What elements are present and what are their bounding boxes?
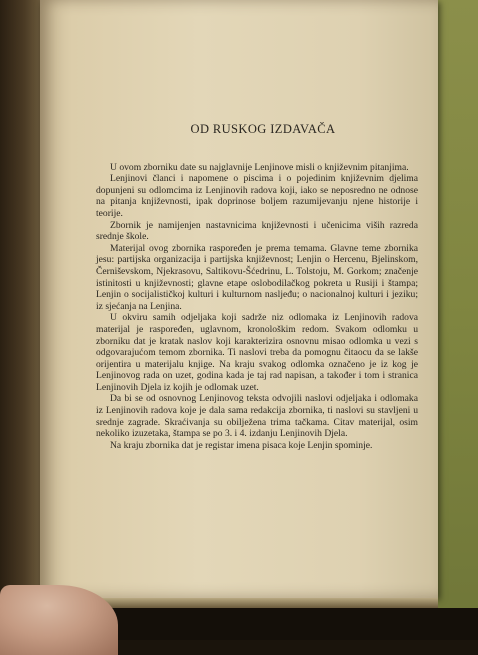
- green-surface: [438, 0, 478, 640]
- paragraph: Lenjinovi članci i napomene o piscima i o pojedinim književnim djelima dopunjeni su odlomcima iz Lenjinovih radova koji, iako se neposredno ne odnose na pitanja književnosti, ipak doprinose boljem razumijevanju njene historije i teorije.: [96, 173, 418, 219]
- page-text: [96, 124, 418, 451]
- paragraph: U ovom zborniku date su najglavnije Lenjinove misli o književnim pitanjima.: [110, 161, 409, 173]
- paragraph: Na kraju zbornika dat je registar imena pisaca koje Lenjin spominje.: [110, 439, 373, 451]
- paragraph: Materijal ovog zbornika raspoređen je prema temama. Glavne teme zbornika jesu: partijska organizacija i partijska književnost; Lenjin o Hercenu, Bjelinskom, Černiševskom, Njekrasovu, Saltikovu-Šćedrinu, L. Tolstoju, M. Gorkom; značenje istinitosti u književnosti; glavne etape oslobodilačkog pokreta u Rusiji i štampa; Lenjin o socijalističkoj kulturi i kulturnom nasljeđu; o nacionalnoj kulturi i jeziku; iz sjećanja na Lenjina.: [96, 242, 418, 312]
- paragraph: Da bi se od osnovnog Lenjinovog teksta odvojili naslovi odjeljaka i odlomaka iz Lenjinovih radova koje je dala sama redakcija zbornika, ti naslovi su stavljeni u srednje zagrade. Skraćivanja su obilježena trima tačkama. Citav materijal, osim nekoliko izuzetaka, štampa se po 3. i 4. izdanju Lenjinovih Djela.: [96, 393, 418, 440]
- paragraph: Zbornik je namijenjen nastavnicima književnosti i učenicima viših razreda srednje škole.: [96, 219, 418, 243]
- book-spine: [0, 0, 40, 640]
- page-title: OD RUSKOG IZDAVAČA: [190, 122, 336, 136]
- paragraph: U okviru samih odjeljaka koji sadrže niz odlomaka iz Lenjinovih radova materijal je raspoređen, uglavnom, kronološkim redom. Svakom odlomku u zborniku dat je kratak naslov koji karakterizira osnovnu misao odlomka u vezi s odgovarajućom temom zbornika. Ti naslovi treba da pomognu čitaocu da se lakše orijentira u materijalu knjige. Na kraju svakog odlomka označeno je iz kog je Lenjinovog rada on uzet, godina kada je taj rad napisan, a također i tom i stranica Lenjinovih Djela iz kojih je odlomak uzet.: [96, 312, 418, 393]
